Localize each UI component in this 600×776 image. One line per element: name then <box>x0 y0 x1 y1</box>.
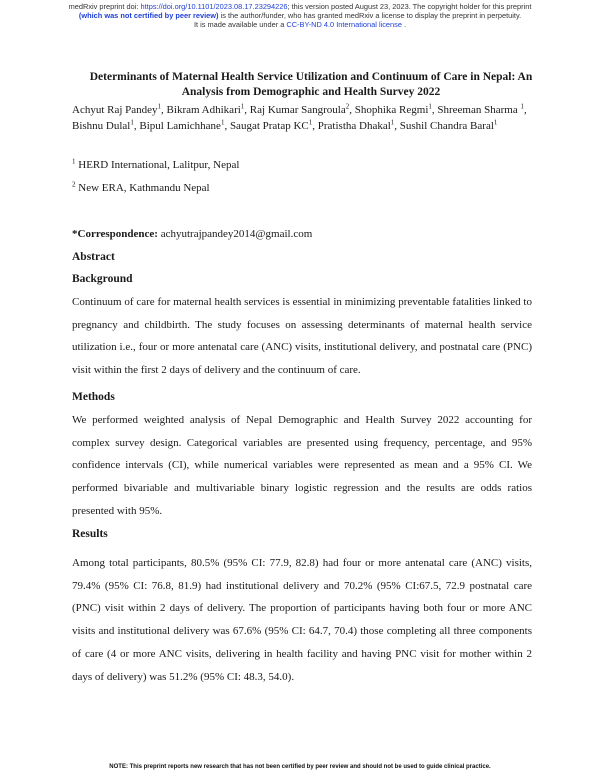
header-text: . <box>401 20 407 29</box>
abstract-heading: Abstract <box>72 251 115 263</box>
paper-title: Determinants of Maternal Health Service Utilization and Continuum of Care in Nepal: An Analysis from Demographic and Health Survey 2022 <box>89 71 533 98</box>
methods-heading: Methods <box>72 391 115 403</box>
author: Saugat Pratap $KC^1$ <box>229 117 313 132</box>
correspondence-label: *Correspondence: <box>72 228 158 240</box>
results-heading: Results <box>72 528 108 540</box>
author: Bikram Adhikari$^1$ <box>166 102 245 116</box>
preprint-header-line-1 <box>0 2 600 11</box>
affiliation: $^2$ New ERA, Kathmandu Nepal <box>72 180 210 194</box>
preprint-header-line-2 <box>0 11 600 20</box>
author: Shophika Regmi$^1$ <box>354 102 432 116</box>
author: Pratistha Dhakal$^1$ <box>317 117 395 132</box>
author: Sushil Chandra Baral$^1$ <box>399 117 498 132</box>
footer-note: NOTE: This preprint reports new research that has not been certified by peer review and should not be used to guide clinical practice. <box>109 764 491 770</box>
background-heading: Background <box>72 273 133 285</box>
correspondence-email: achyutrajpandey2014@gmail.com <box>157 228 313 240</box>
header-text: It is made available under a <box>193 20 287 29</box>
peer-review-note: (which was not certified by peer review) <box>78 11 219 20</box>
header-text: medRxiv preprint doi: <box>68 2 141 11</box>
license-link[interactable]: CC-BY-ND 4.0 International license <box>286 20 402 29</box>
header-text: ; this version posted August 23, 2023. The copyright holder for this preprint <box>287 2 532 11</box>
author: Shreeman Sharma $^1$ <box>437 102 524 116</box>
author: Bishnu Dulal$^1$ <box>72 117 134 132</box>
background-paragraph: Continuum of care for maternal health services is essential in minimizing preventable fatalities linked to pregnancy and childbirth. The study focuses on assessing determinants of maternal health service utilization i.e., four or more antenatal care (ANC) visits, institutional delivery, and postnatal care (PNC) visit within the first 2 days of delivery and the continuum of care. <box>72 296 532 377</box>
preprint-header-line-3 <box>0 20 600 29</box>
methods-paragraph: We performed weighted analysis of Nepal Demographic and Health Survey 2022 accounting for complex survey design. Categorical variables are presented using frequency, percentage, and 95% confidence intervals (CI), while numerical variables were represented as mean and a 95% CI. We performed bivariable and multivariable binary logistic regression and the results are odds ratios presented with 95%. <box>72 414 532 517</box>
header-text: is the author/funder, who has granted medRxiv a license to display the preprint in perpetuity. <box>218 11 522 20</box>
author-list: Achyut Raj Pandey$^1$, Bikram Adhikari$^1$, Raj Kumar Sangroula$^2$, Shophika Regmi$^1$, Shreeman Sharma $^1$, Bishnu Dulal$^1$, Bipul Lamichhane$^1$, Saugat Pratap $KC^1$, Pratistha Dhakal$^1$, Sushil Chandra Baral$^1$ <box>72 102 527 132</box>
author: Bipul Lamichhane$^1$ <box>139 117 225 132</box>
affiliation: $^1$ HERD International, Lalitpur, Nepal <box>72 157 240 171</box>
author: Achyut Raj Pandey$^1$ <box>72 102 162 116</box>
doi-link[interactable]: https://doi.org/10.1101/2023.08.17.23294226 <box>140 2 288 11</box>
preprint-header <box>0 2 600 29</box>
author: Raj Kumar Sangroula$^2$ <box>249 102 350 116</box>
results-paragraph: Among total participants, 80.5% (95% CI: 77.9, 82.8) had four or more antenatal care (ANC) visits, 79.4% (95% CI: 76.8, 81.9) had institutional delivery and 70.2% (95% CI:67.5, 72.9 postnatal care (PNC) visit within 2 days of delivery. The proportion of participants having both four or more ANC visits and institutional delivery was 67.6% (95% CI: 64.7, 70.4) those completing all three components of care (4 or more ANC visits, delivering in health facility and having PNC visit for mother within 2 days of delivery) was 51.2% (95% CI: 48.3, 54.0). <box>72 557 532 683</box>
correspondence <box>72 227 312 241</box>
